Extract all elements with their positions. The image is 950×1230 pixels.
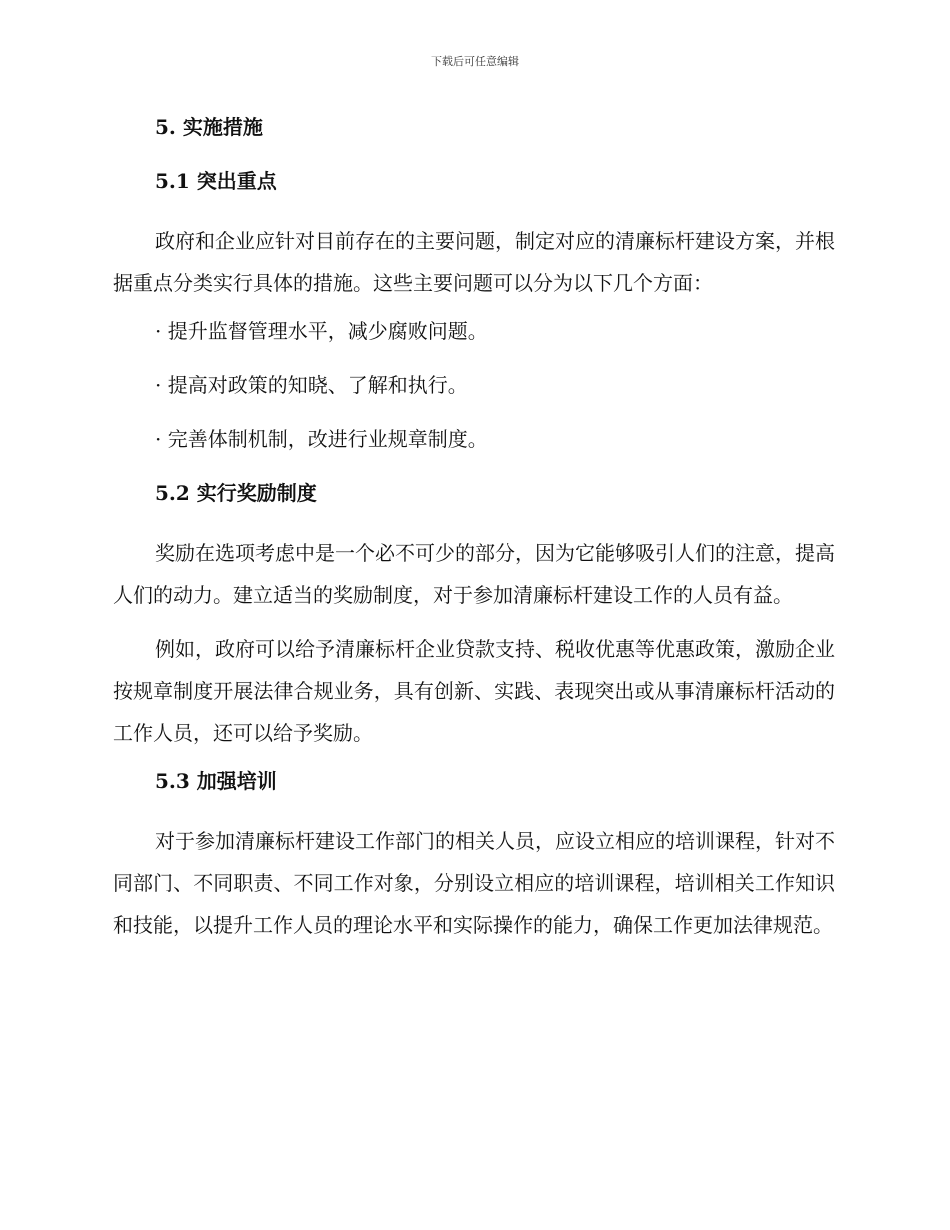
page-header: 下载后可任意编辑 — [431, 55, 519, 68]
section-heading: 5. 实施措施 — [155, 115, 263, 139]
paragraph: 例如，政府可以给予清廉标杆企业贷款支持、税收优惠等优惠政策，激励企业按规章制度开展法律合规业务，具有创新、实践、表现突出或从事清廉标杆活动的工作人员，还可以给予奖励。 — [113, 637, 835, 745]
subsection-heading-5-2: 5.2 实行奖励制度 — [155, 481, 317, 505]
paragraph: 政府和企业应针对目前存在的主要问题，制定对应的清廉标杆建设方案，并根据重点分类实行具体的措施。这些主要问题可以分为以下几个方面： — [113, 229, 835, 295]
subsection-heading-5-1: 5.1 突出重点 — [155, 169, 277, 193]
bullet-item: · 完善体制机制，改进行业规章制度。 — [155, 427, 488, 451]
paragraph: 对于参加清廉标杆建设工作部门的相关人员，应设立相应的培训课程，针对不同部门、不同职责、不同工作对象，分别设立相应的培训课程，培训相关工作知识和技能，以提升工作人员的理论水平和实际操作的能力，确保工作更加法律规范。 — [113, 829, 835, 937]
subsection-heading-5-3: 5.3 加强培训 — [155, 769, 277, 793]
bullet-item: · 提高对政策的知晓、了解和执行。 — [155, 373, 468, 397]
paragraph: 奖励在选项考虑中是一个必不可少的部分，因为它能够吸引人们的注意，提高人们的动力。建立适当的奖励制度，对于参加清廉标杆建设工作的人员有益。 — [113, 541, 835, 607]
bullet-item: · 提升监督管理水平，减少腐败问题。 — [155, 319, 488, 343]
document-body — [113, 112, 835, 946]
